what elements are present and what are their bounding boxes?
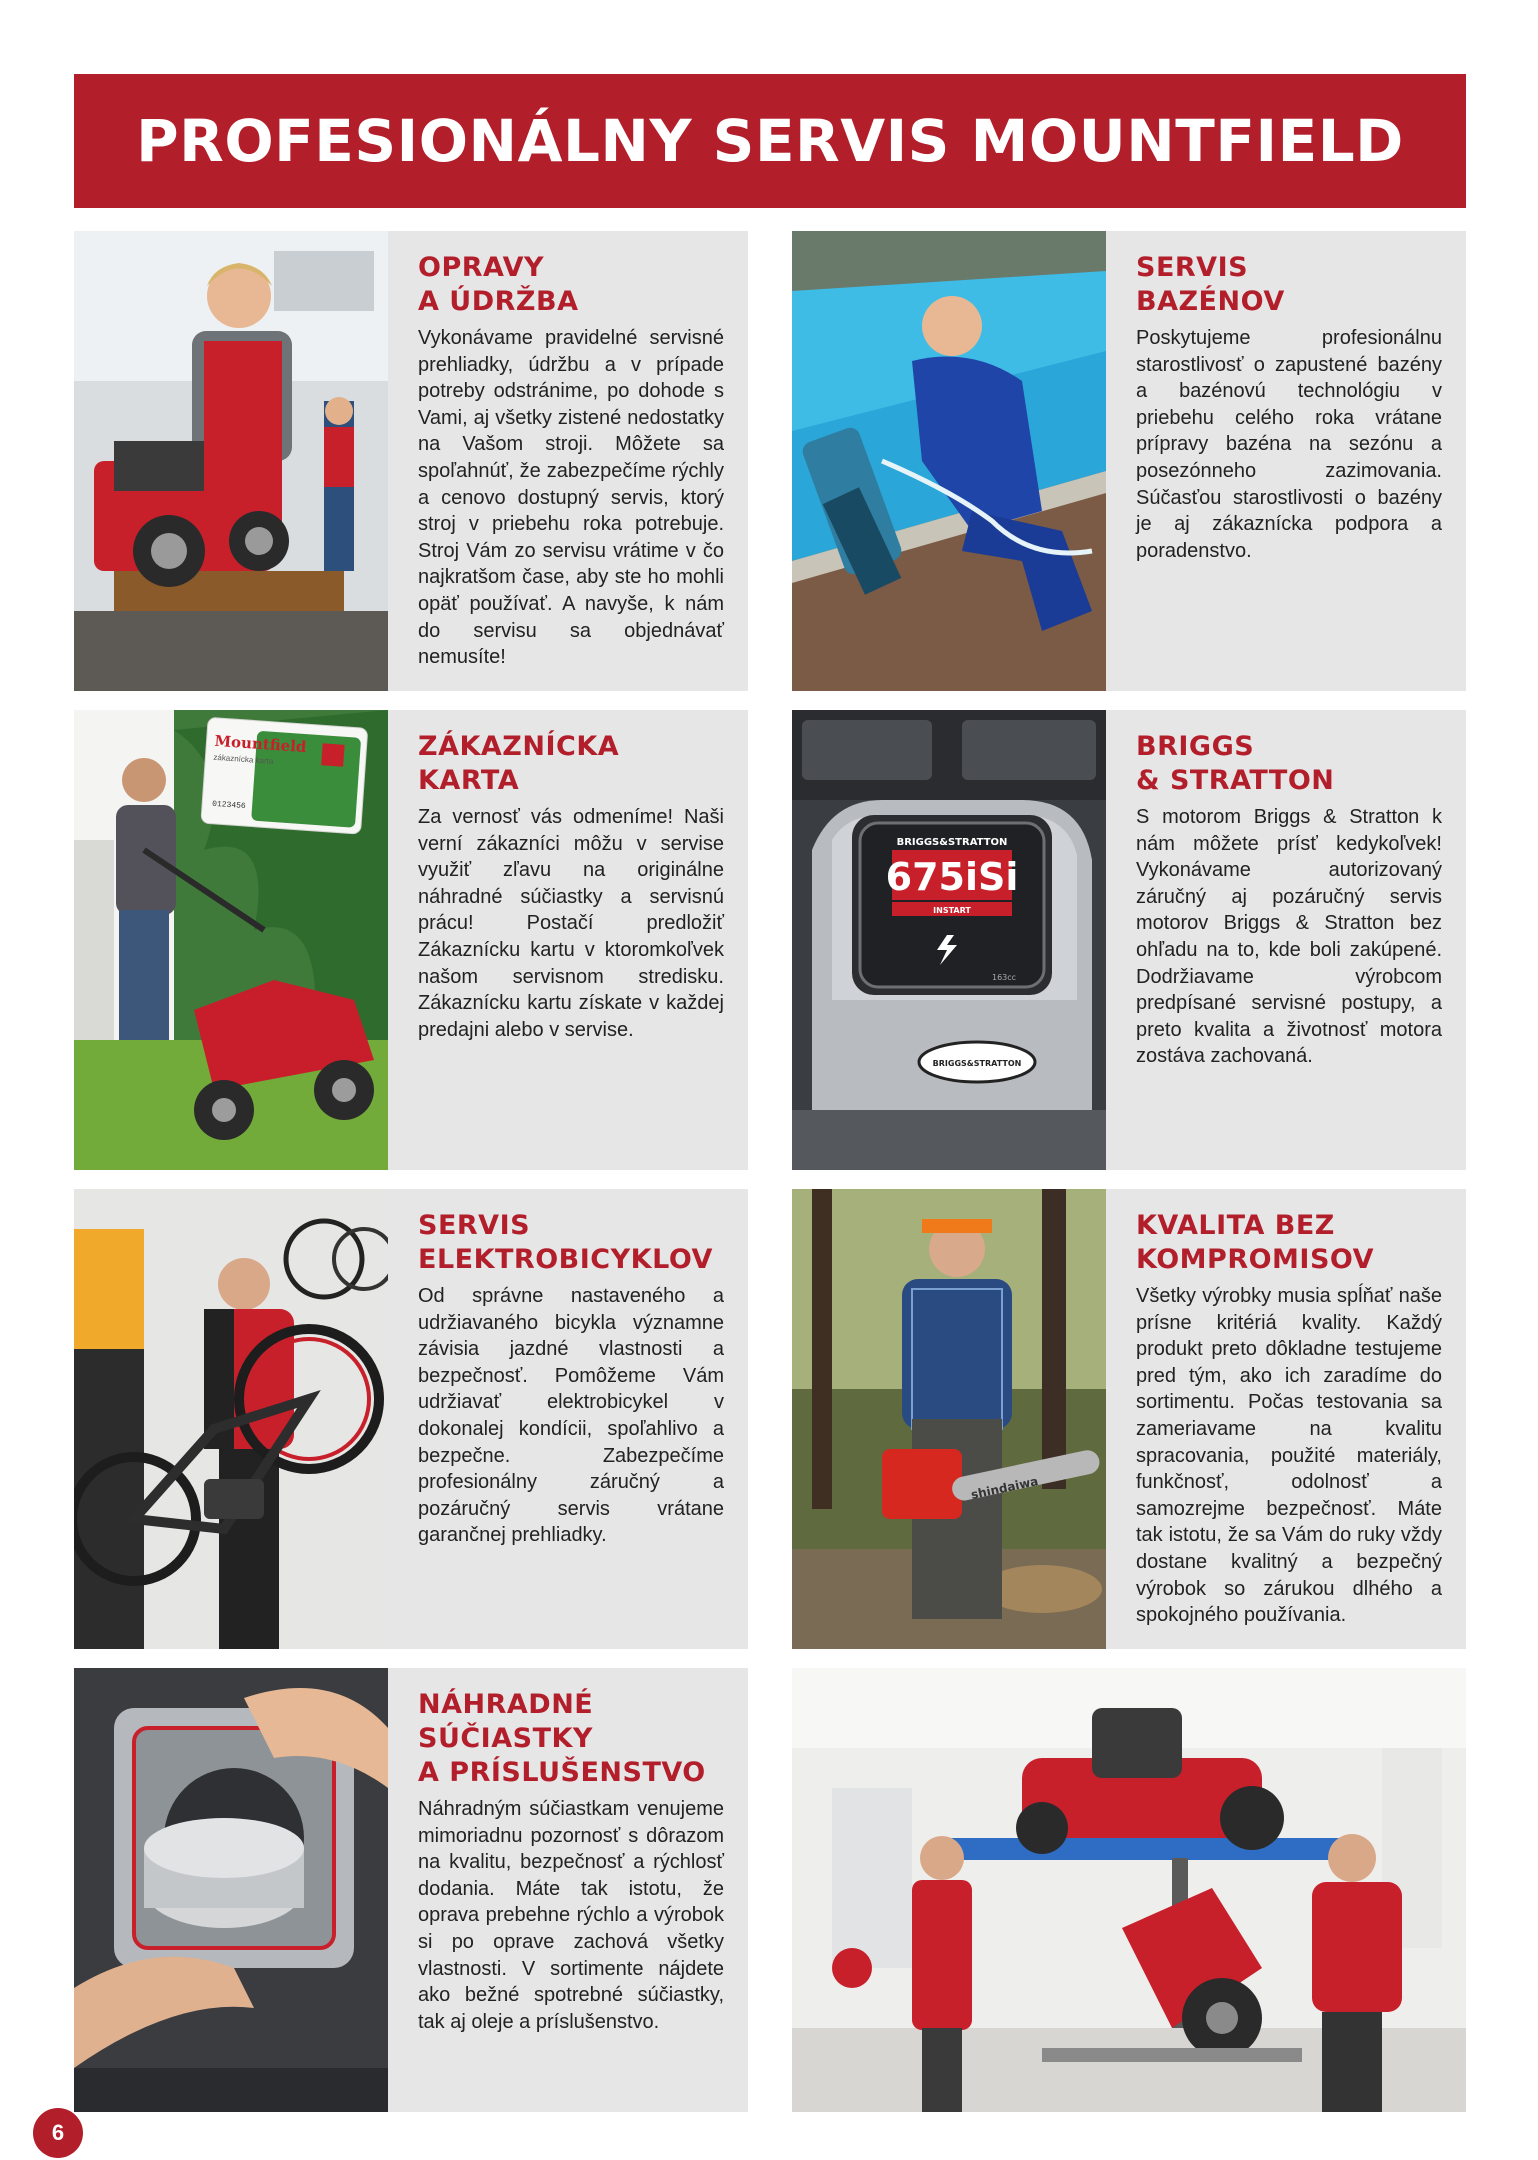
card-spare-parts bbox=[74, 1668, 748, 2112]
piston-parts-photo bbox=[74, 1668, 388, 2112]
card-title: BRIGGS & STRATTON bbox=[1136, 731, 1335, 796]
card-body: Vykonávame pravidelné servisné prehliadky, údržbu a v prípade potreby odstránime, po dohode s Vami, aj všetky zistené nedostatky na Vašom stroji. Môžete sa spoľahnúť, že zabezpečíme rýchly a cenovo dostupný servis, ktorý stroj v priebehu roka potrebuje. Stroj Vám zo servisu vrátime v čo najkratšom čase, aby ste ho mohli opäť používať. A navyše, k nám do servisu sa objednávať nemusíte! bbox=[418, 327, 724, 669]
engine-cc: 163cc bbox=[992, 973, 1017, 982]
pool-cleaning-photo bbox=[792, 231, 1106, 691]
lawnmower-repair-photo bbox=[74, 231, 388, 691]
card-body: S motorom Briggs & Stratton k nám môžete prísť kedykoľvek! Vykonávame autorizovaný záručný aj pozáručný servis motorov Briggs & Stratton bez ohľadu na to, kde boli zakúpené. Dodržiavame výrobcom predpísané servisné postupy, a preto kvalita a životnosť motora zostáva zachovaná. bbox=[1136, 806, 1442, 1068]
card-repairs bbox=[74, 231, 748, 691]
card-customer-card bbox=[74, 710, 748, 1170]
brand-logo-text: BRIGGS&STRATTON bbox=[932, 1059, 1022, 1068]
saw-brand: shindaiwa bbox=[969, 1474, 1040, 1502]
engine-brand: BRIGGS&STRATTON bbox=[896, 837, 1008, 848]
card-body: Od správne nastaveného a udržiavaného bicykla významne závisia jazdné vlastnosti a bezpečnosť. Pomôžeme Vám udržiavať elektrobicykel v dokonalej kondícii, spoľahlivo a bezpečne. Zabezpečíme profesionálny záručný a pozáručný servis vrátane garančnej prehliadky. bbox=[418, 1285, 724, 1547]
page-number: 6 bbox=[33, 2108, 83, 2158]
chainsaw-photo bbox=[792, 1189, 1106, 1649]
card-body: Náhradným súčiastkam venujeme mimoriadnu pozornosť s dôrazom na kvalitu, bezpečnosť a rýchlosť dodania. Máte tak istotu, že oprava prebehne rýchlo a výrobok si po oprave zachová všetky vlastnosti. V sortimente nájdete ako bežné spotrebné súčiastky, tak aj oleje a príslušenstvo. bbox=[418, 1798, 724, 2033]
customer-card-photo bbox=[74, 710, 388, 1170]
engine-label-photo bbox=[792, 710, 1106, 1170]
card-body: Všetky výrobky musia spĺňať naše prísne kritériá kvality. Každý produkt preto dôkladne testujeme pred tým, ako ich zaradíme do sortimentu. Počas testovania sa zameriavame na kvalitu spracovania, použité materiály, funkčnosť, odolnosť a samozrejme bezpečnosť. Máte tak istotu, že sa Vám do ruky vždy dostane kvalitný a bezpečný výrobok so zárukou dlhého a spokojného používania. bbox=[1136, 1285, 1442, 1627]
card-quality bbox=[792, 1189, 1466, 1649]
engine-model: 675iSi bbox=[885, 855, 1019, 899]
card-number: 0123456 bbox=[211, 799, 246, 812]
card-brand: Mountfield bbox=[213, 731, 307, 757]
card-title: ZÁKAZNÍCKA KARTA bbox=[418, 731, 620, 796]
card-title: KVALITA BEZ KOMPROMISOV bbox=[1136, 1210, 1375, 1275]
card-title: SERVIS BAZÉNOV bbox=[1136, 252, 1285, 317]
card-briggs-stratton bbox=[792, 710, 1466, 1170]
ebike-service-photo bbox=[74, 1189, 388, 1649]
card-ebike-service bbox=[74, 1189, 748, 1649]
card-title: SERVIS ELEKTROBICYKLOV bbox=[418, 1210, 713, 1275]
page-header bbox=[74, 74, 1466, 208]
page-title: PROFESIONÁLNY SERVIS MOUNTFIELD bbox=[136, 107, 1404, 175]
card-pool-service bbox=[792, 231, 1466, 691]
card-title: NÁHRADNÉ SÚČIASTKY A PRÍSLUŠENSTVO bbox=[418, 1689, 706, 1788]
card-body: Poskytujeme profesionálnu starostlivosť o zapustené bazény a bazénovú technológiu v priebehu celého roka vrátane prípravy bazéna na sezónu a posezónneho zazimovania. Súčasťou starostlivosti o bazény je aj zákaznícka podpora a poradenstvo. bbox=[1136, 327, 1442, 562]
workshop-photo bbox=[792, 1668, 1466, 2112]
engine-badge: INSTART bbox=[933, 906, 971, 915]
card-title: OPRAVY A ÚDRŽBA bbox=[418, 252, 579, 317]
card-body: Za vernosť vás odmeníme! Naši verní zákazníci môžu v servise využiť zľavu na originálne náhradné súčiastky a servisnú prácu! Postačí predložiť Zákaznícku kartu v ktoromkoľvek našom servisnom stredisku. Zákaznícku kartu získate v každej predajni alebo v servise. bbox=[418, 806, 724, 1041]
card-subtitle: zákaznícka karta bbox=[213, 752, 274, 766]
